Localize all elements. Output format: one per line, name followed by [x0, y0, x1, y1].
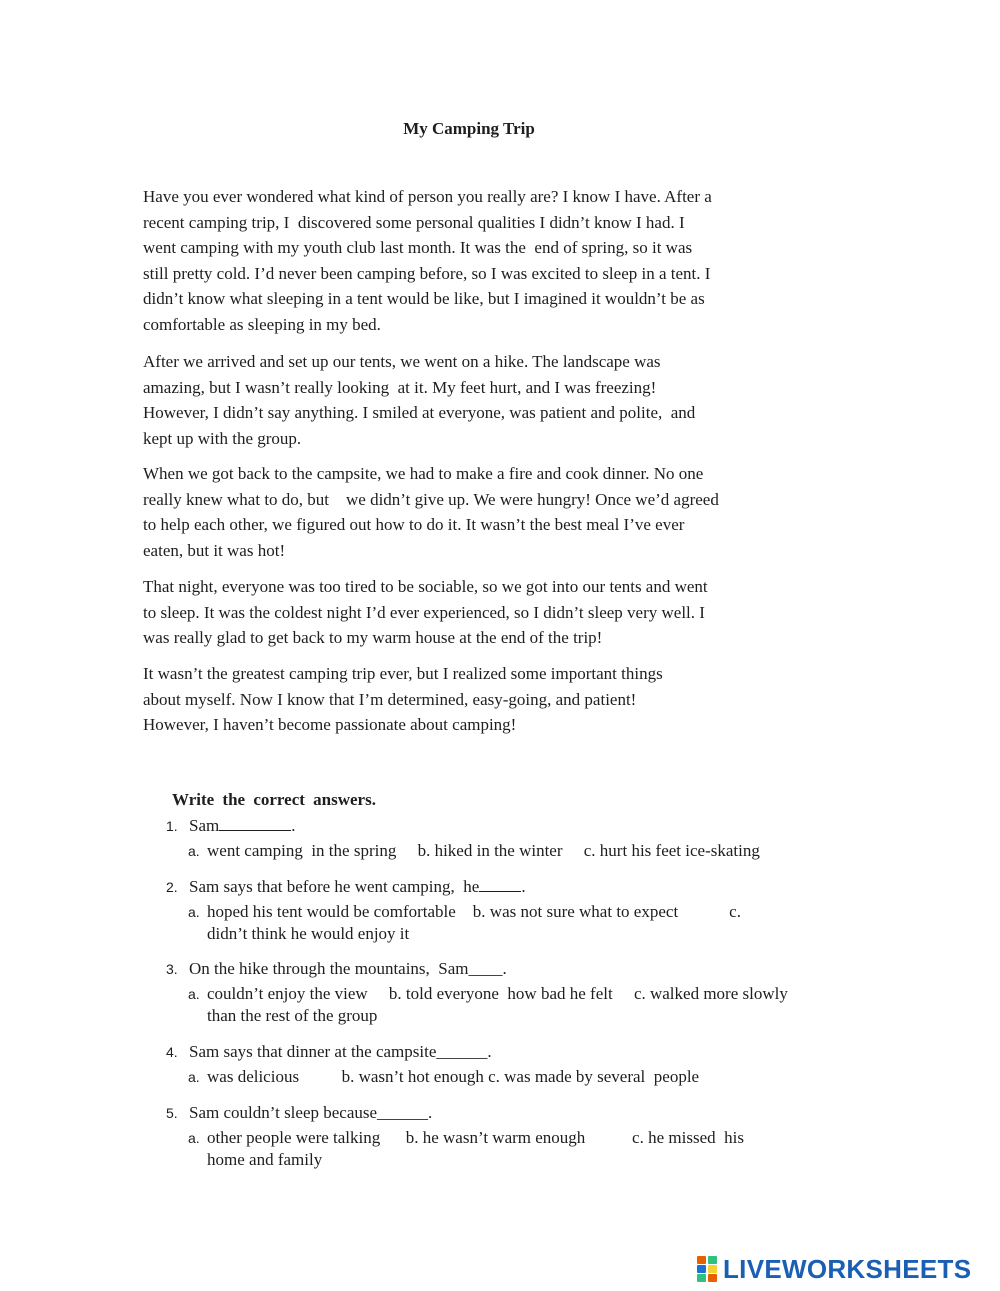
liveworksheets-logo [697, 1254, 971, 1284]
paragraph-1 [143, 184, 843, 338]
logo-text: LIVEWORKSHEETS [723, 1253, 972, 1284]
option-label: a. [188, 843, 200, 859]
answer-blank[interactable] [219, 816, 291, 831]
paragraph-4 [143, 574, 843, 651]
question-number: 2. [166, 879, 178, 895]
passage-line: to help each other, we figured out how to do it. It wasn’t the best meal I’ve ever [143, 515, 685, 535]
stem-text: Sam says that before he went camping, he [189, 877, 480, 896]
exercise-instructions: Write the correct answers. [172, 790, 376, 809]
passage-line: really knew what to do, but we didn’t give up. We were hungry! Once we’d agreed [143, 489, 719, 509]
logo-square [697, 1256, 706, 1264]
option-label: a. [188, 986, 200, 1002]
passage-line: It wasn’t the greatest camping trip ever, but I realized some important things [143, 664, 663, 683]
option-line: other people were talking b. he wasn’t warm enough c. he missed his [207, 1128, 744, 1147]
paragraph-2 [143, 349, 843, 451]
option-label: a. [188, 1130, 200, 1146]
passage-line: went camping with my youth club last month. It was the end of spring, so it was [143, 238, 693, 258]
logo-square [708, 1256, 717, 1264]
option-line: didn’t think he would enjoy it [207, 924, 410, 943]
passage-line: However, I haven’t become passionate about camping! [143, 715, 517, 735]
option-line: went camping in the spring b. hiked in the winter c. hurt his feet ice-skating [207, 841, 760, 860]
passage-line: comfortable as sleeping in my bed. [143, 314, 381, 334]
question-stem: On the hike through the mountains, Sam____. [189, 959, 507, 978]
stem-text: . [291, 816, 296, 835]
passage-line: was really glad to get back to my warm house at the end of the trip! [143, 628, 603, 648]
question-number: 5. [166, 1105, 178, 1121]
passage-line: didn’t know what sleeping in a tent would be like, but I imagined it wouldn’t be as [143, 289, 705, 309]
question-number: 1. [166, 818, 178, 834]
option-line: than the rest of the group [207, 1006, 378, 1025]
option-label: a. [188, 904, 200, 920]
passage-line: kept up with the group. [143, 428, 302, 448]
passage-line: about myself. Now I know that I’m determined, easy-going, and patient! [143, 689, 637, 709]
stem-text: . [521, 877, 526, 896]
logo-square [697, 1265, 706, 1273]
question-stem [189, 877, 526, 897]
question-stem: Sam couldn’t sleep because______. [189, 1103, 433, 1122]
option-line: couldn’t enjoy the view b. told everyone how bad he felt c. walked more slowly [207, 984, 788, 1003]
stem-text: Sam [189, 816, 220, 835]
passage-line: That night, everyone was too tired to be sociable, so we got into our tents and went [143, 577, 708, 596]
logo-square [708, 1265, 717, 1273]
page-title: My Camping Trip [403, 119, 535, 138]
question-stem [189, 816, 295, 836]
passage-line: recent camping trip, I discovered some personal qualities I didn’t know I had. I [143, 212, 685, 232]
passage-line: After we arrived and set up our tents, we went on a hike. The landscape was [143, 352, 661, 371]
option-line: home and family [207, 1150, 323, 1169]
option-label: a. [188, 1069, 200, 1085]
question-number: 3. [166, 961, 178, 977]
logo-square [697, 1274, 706, 1282]
question-stem: Sam says that dinner at the campsite______. [189, 1042, 492, 1061]
option-line: was delicious b. wasn’t hot enough c. was made by several people [207, 1067, 700, 1086]
answer-blank[interactable] [479, 877, 521, 892]
passage-line: still pretty cold. I’d never been camping before, so I was excited to sleep in a tent. I [143, 263, 711, 283]
passage-line: to sleep. It was the coldest night I’d ever experienced, so I didn’t sleep very well. I [143, 602, 705, 622]
passage-line: Have you ever wondered what kind of person you really are? I know I have. After a [143, 187, 712, 206]
logo-square [708, 1274, 717, 1282]
logo-mark-icon [697, 1256, 719, 1282]
paragraph-3 [143, 461, 843, 563]
paragraph-5 [143, 661, 843, 738]
passage-line: eaten, but it was hot! [143, 540, 286, 560]
passage-line: When we got back to the campsite, we had to make a fire and cook dinner. No one [143, 464, 704, 483]
option-line: hoped his tent would be comfortable b. was not sure what to expect c. [207, 902, 741, 921]
passage-line: amazing, but I wasn’t really looking at it. My feet hurt, and I was freezing! [143, 377, 657, 397]
question-number: 4. [166, 1044, 178, 1060]
passage-line: However, I didn’t say anything. I smiled at everyone, was patient and polite, and [143, 403, 696, 423]
